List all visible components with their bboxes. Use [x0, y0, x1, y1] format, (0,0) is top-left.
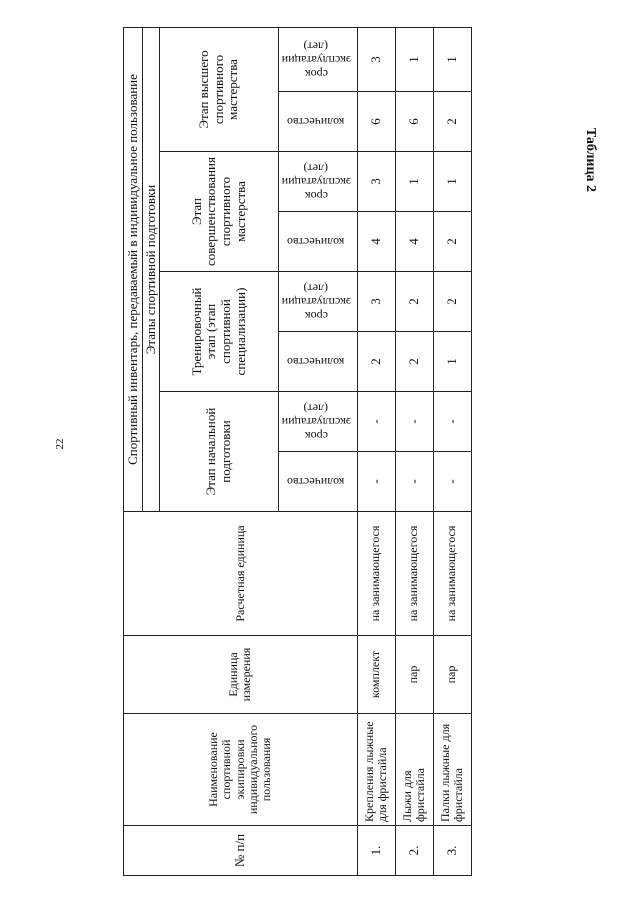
row-name: Палки лыжные для фристайла	[433, 714, 471, 826]
header-calc-unit: Расчетная единица	[124, 512, 358, 636]
qty-header	[279, 332, 358, 392]
row-value: 1	[395, 152, 433, 212]
row-value: 4	[395, 212, 433, 272]
row-value: 1	[433, 27, 471, 91]
row-value: 2	[395, 272, 433, 332]
equipment-table	[123, 27, 472, 876]
stage-initial: Этап начальной подготовки	[160, 392, 279, 512]
qty-label: количество	[287, 475, 345, 490]
term-label: срок эксплуатации (лет)	[281, 39, 351, 82]
row-value: 1	[395, 27, 433, 91]
term-label: срок эксплуатации (лет)	[281, 401, 351, 444]
page-number: 22	[54, 438, 66, 450]
row-value: 1	[433, 152, 471, 212]
stage-improvement: Этап совершенствования спортивного мастерства	[160, 152, 279, 272]
table-row	[395, 27, 433, 875]
term-label: срок эксплуатации (лет)	[281, 161, 351, 204]
term-label: срок эксплуатации (лет)	[281, 281, 351, 324]
qty-label: количество	[287, 355, 345, 370]
qty-header	[279, 92, 358, 152]
term-header	[279, 27, 358, 91]
row-value: 4	[357, 212, 395, 272]
rotated-table-container	[123, 28, 466, 876]
row-value: -	[357, 392, 395, 452]
stage-highest: Этап высшего спортивного мастерства	[160, 27, 279, 151]
table-row	[433, 27, 471, 875]
row-value: 1	[433, 332, 471, 392]
row-no: 1.	[357, 826, 395, 876]
header-name: Наименование спортивной экипировки индивидуального пользования	[124, 714, 358, 826]
table-row	[357, 27, 395, 875]
row-unit: пар	[395, 636, 433, 714]
row-unit: комплект	[357, 636, 395, 714]
header-stages-title: Этапы спортивной подготовки	[143, 27, 160, 511]
row-value: -	[433, 452, 471, 512]
row-value: -	[395, 392, 433, 452]
row-no: 2.	[395, 826, 433, 876]
term-header	[279, 272, 358, 332]
row-value: 3	[357, 272, 395, 332]
header-no: № п/п	[124, 826, 358, 876]
stage-training: Тренировочный этап (этап спортивной специализации)	[160, 272, 279, 392]
qty-header	[279, 452, 358, 512]
row-value: 6	[357, 92, 395, 152]
row-value: -	[357, 452, 395, 512]
row-no: 3.	[433, 826, 471, 876]
row-value: 2	[433, 272, 471, 332]
row-value: 2	[357, 332, 395, 392]
qty-header	[279, 212, 358, 272]
row-name: Лыжи для фристайла	[395, 714, 433, 826]
row-calc-unit: на занимающегося	[357, 512, 395, 636]
row-unit: пар	[433, 636, 471, 714]
row-value: 3	[357, 27, 395, 91]
term-header	[279, 152, 358, 212]
row-value: 2	[395, 332, 433, 392]
row-calc-unit: на занимающегося	[433, 512, 471, 636]
row-value: -	[395, 452, 433, 512]
row-name: Крепления лыжные для фристайла	[357, 714, 395, 826]
term-header	[279, 392, 358, 452]
row-value: 3	[357, 152, 395, 212]
qty-label: количество	[287, 235, 345, 250]
row-value: 2	[433, 92, 471, 152]
row-value: 2	[433, 212, 471, 272]
row-value: 6	[395, 92, 433, 152]
header-top-title: Спортивный инвентарь, передаваемый в индивидуальное пользование	[124, 27, 143, 511]
table-caption: Таблица 2	[583, 127, 598, 193]
row-calc-unit: на занимающегося	[395, 512, 433, 636]
header-unit: Единица измерения	[124, 636, 358, 714]
row-value: -	[433, 392, 471, 452]
qty-label: количество	[287, 115, 345, 130]
